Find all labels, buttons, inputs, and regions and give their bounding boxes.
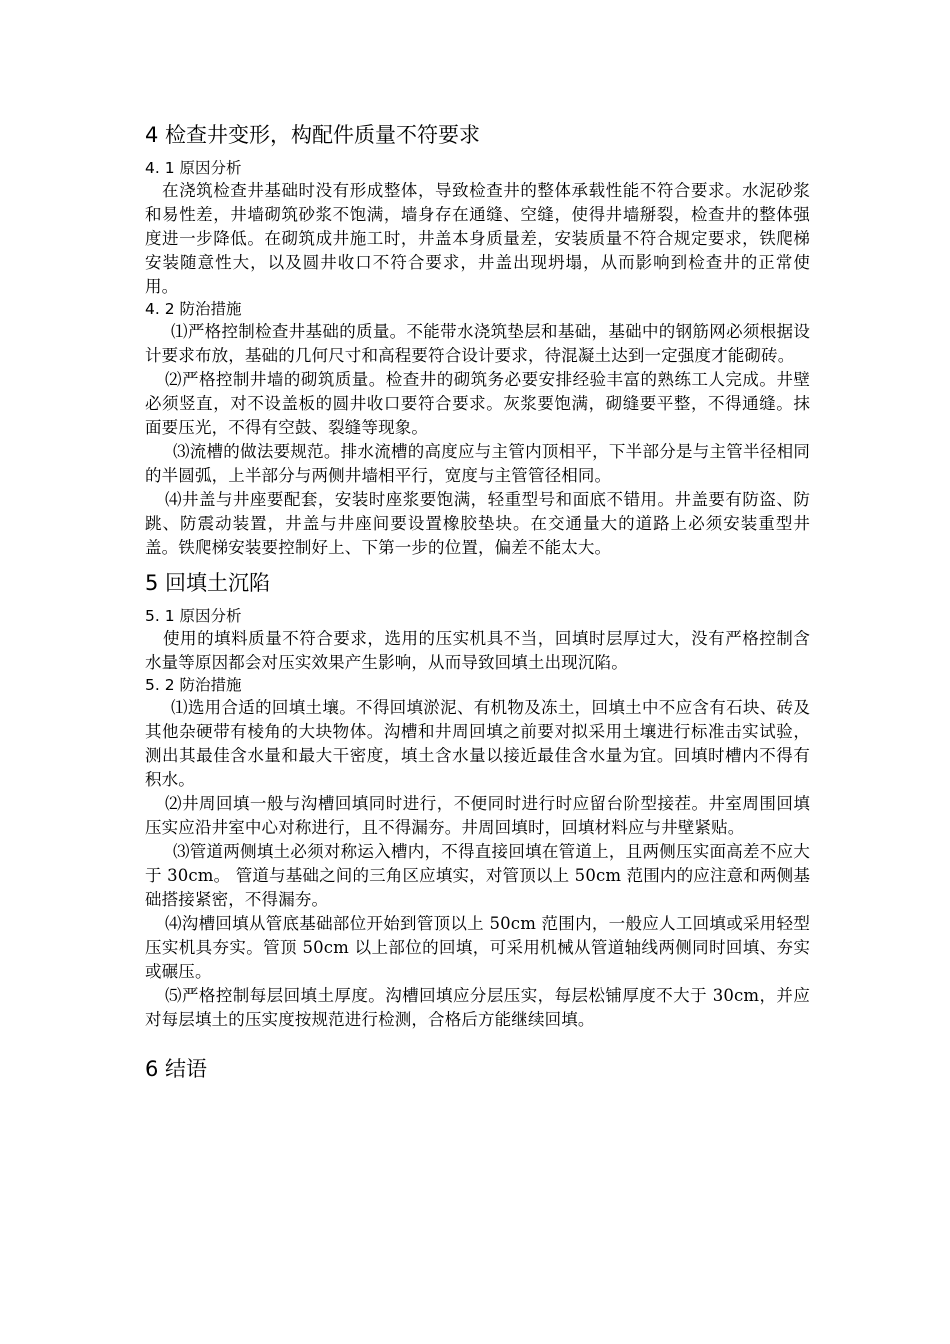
section-5-title: 5 回填土沉陷 <box>145 571 271 595</box>
subsection-5-1-title: 5. 1 原因分析 <box>145 607 242 625</box>
measure-5-2-3: ⑶管道两侧填土必须对称运入槽内，不得直接回填在管道上，且两侧压实面高差不应大于 30cm。 管道与基础之间的三角区应填实，对管顶以上 50cm 范围内的应注意和两侧基础搭接紧密，不得漏夯。 <box>145 842 810 909</box>
document-body <box>145 118 810 1092</box>
measure-5-2-5: ⑸严格控制每层回填土厚度。沟槽回填应分层压实，每层松铺厚度不大于 30cm，并应对每层填土的压实度按规范进行检测，合格后方能继续回填。 <box>145 986 810 1029</box>
measure-5-2-4: ⑷沟槽回填从管底基础部位开始到管顶以上 50cm 范围内，一般应人工回填或采用轻型压实机具夯实。管顶 50cm 以上部位的回填，可采用机械从管道轴线两侧同时回填、夯实或碾压。 <box>145 914 810 981</box>
subsection-4-1-title: 4. 1 原因分析 <box>145 159 242 177</box>
measure-4-2-1: ⑴严格控制检查井基础的质量。不能带水浇筑垫层和基础，基础中的钢筋网必须根据设计要求布放，基础的几何尺寸和高程要符合设计要求，待混凝土达到一定强度才能砌砖。 <box>145 322 810 365</box>
section-6-title: 6 结语 <box>145 1057 208 1081</box>
measure-4-2-3: ⑶流槽的做法要规范。排水流槽的高度应与主管内顶相平，下半部分是与主管半径相同的半圆弧，上半部分与两侧井墙相平行，宽度与主管管径相同。 <box>145 442 810 485</box>
measure-5-2-1: ⑴选用合适的回填土壤。不得回填淤泥、有机物及冻土，回填土中不应含有石块、砖及其他杂硬带有棱角的大块物体。沟槽和井周回填之前要对拟采用土壤进行标准击实试验，测出其最佳含水量和最大干密度，填土含水量以接近最佳含水量为宜。回填时槽内不得有积水。 <box>145 698 810 789</box>
measure-4-2-4: ⑷井盖与井座要配套，安装时座浆要饱满，轻重型号和面底不错用。井盖要有防盗、防跳、防震动装置，井盖与井座间要设置橡胶垫块。在交通量大的道路上必须安装重型井盖。铁爬梯安装要控制好上、下第一步的位置，偏差不能太大。 <box>145 490 810 557</box>
subsection-4-2-title: 4. 2 防治措施 <box>145 300 242 318</box>
paragraph-5-1: 使用的填料质量不符合要求，选用的压实机具不当，回填时层厚过大，没有严格控制含水量等原因都会对压实效果产生影响，从而导致回填土出现沉陷。 <box>145 629 810 672</box>
measure-4-2-2: ⑵严格控制井墙的砌筑质量。检查井的砌筑务必要安排经验丰富的熟练工人完成。井壁必须竖直，对不设盖板的圆井收口要符合要求。灰浆要饱满，砌缝要平整，不得通缝。抹面要压光，不得有空鼓、裂缝等现象。 <box>145 370 810 437</box>
subsection-5-2-title: 5. 2 防治措施 <box>145 676 242 694</box>
section-4-title: 4 检查井变形，构配件质量不符要求 <box>145 123 481 147</box>
paragraph-4-1: 在浇筑检查井基础时没有形成整体，导致检查井的整体承载性能不符合要求。水泥砂浆和易性差，井墙砌筑砂浆不饱满，墙身存在通缝、空缝，使得井墙掰裂，检查井的整体强度进一步降低。在砌筑成井施工时，井盖本身质量差，安装质量不符合规定要求，铁爬梯安装随意性大，以及圆井收口不符合要求，井盖出现坍塌，从而影响到检查井的正常使用。 <box>145 181 810 296</box>
measure-5-2-2: ⑵井周回填一般与沟槽回填同时进行，不便同时进行时应留台阶型接茬。井室周围回填压实应沿井室中心对称进行，且不得漏夯。井周回填时，回填材料应与井壁紧贴。 <box>145 794 810 837</box>
